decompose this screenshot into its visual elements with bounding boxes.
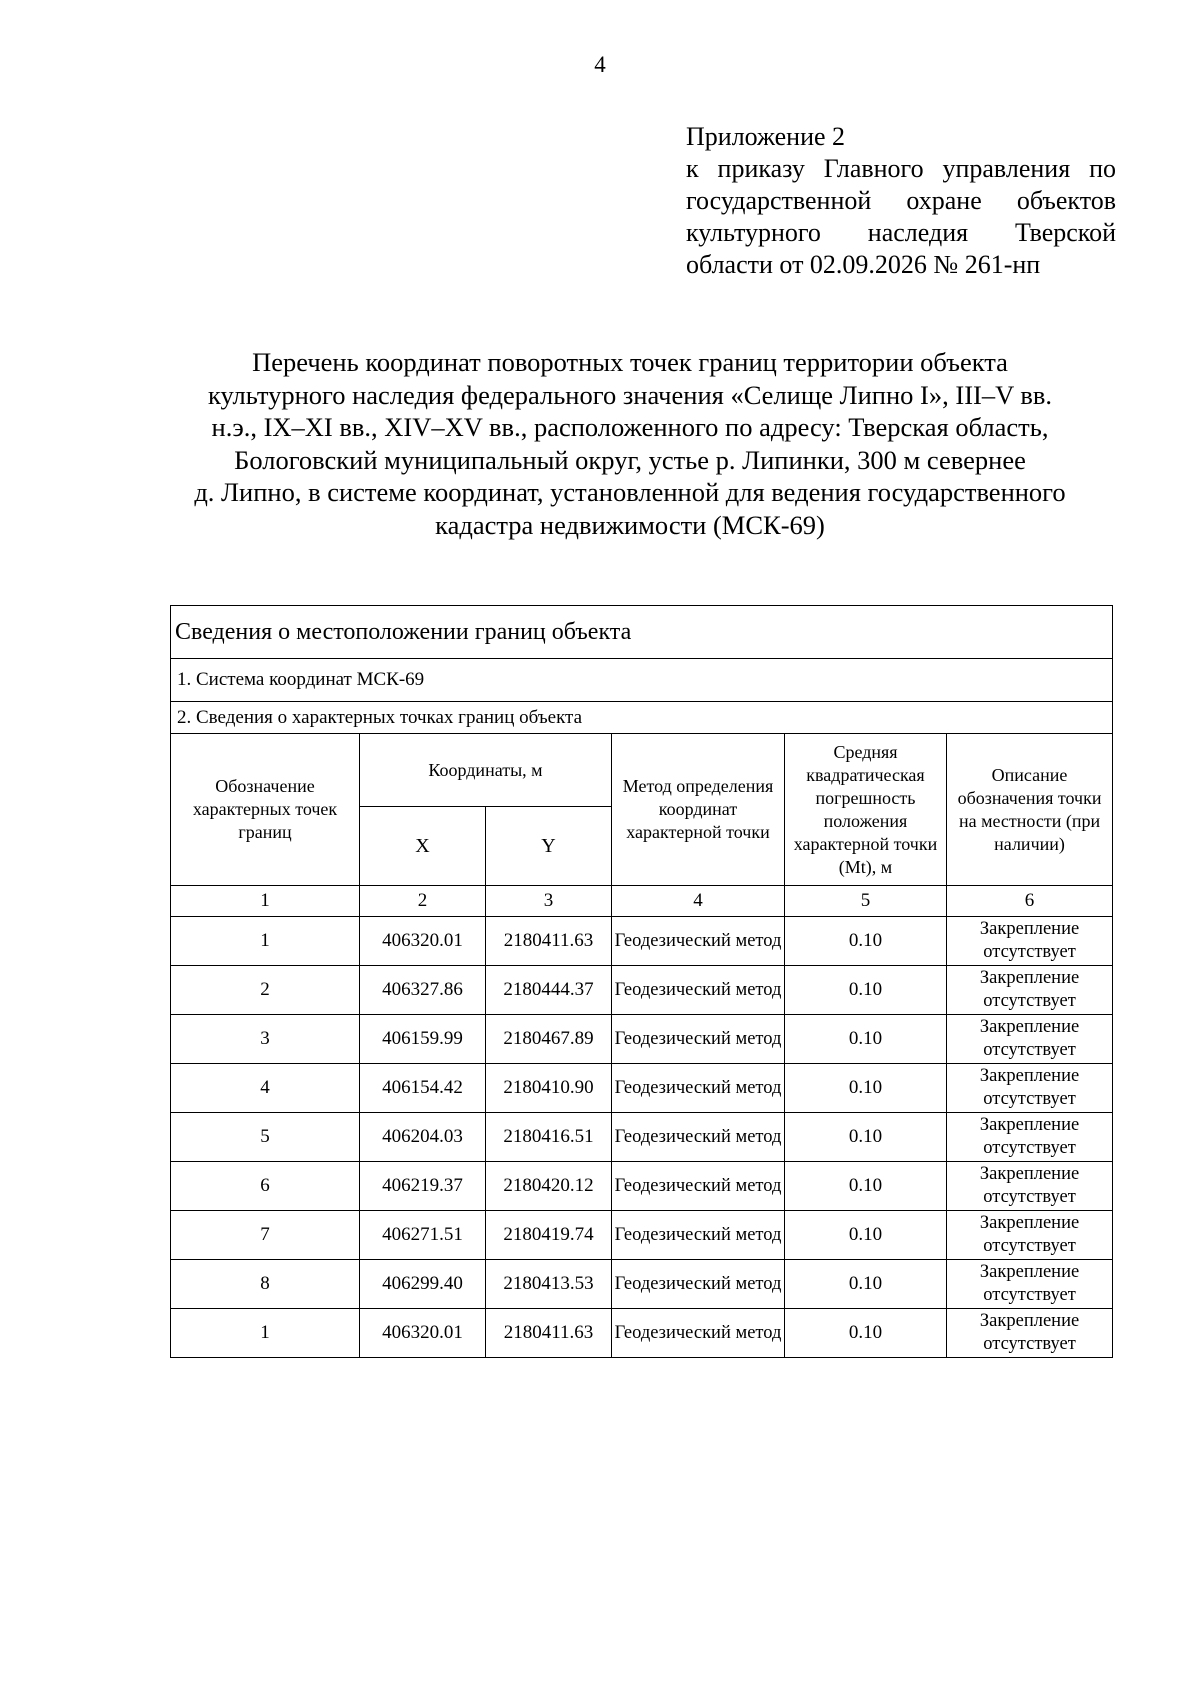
- point-number: 5: [171, 1113, 360, 1162]
- x-coordinate: 406271.51: [360, 1211, 486, 1260]
- title-line: Бологовский муниципальный округ, устье р. Липинки, 300 м севернее: [234, 444, 1026, 475]
- table-row: [171, 1015, 1113, 1064]
- point-number: 8: [171, 1260, 360, 1309]
- x-coordinate: 406159.99: [360, 1015, 486, 1064]
- point-number: 1: [171, 1309, 360, 1358]
- column-number: 2: [360, 886, 486, 917]
- y-coordinate: 2180411.63: [486, 1309, 612, 1358]
- table-row: [171, 966, 1113, 1015]
- mean-error: 0.10: [785, 1260, 947, 1309]
- title-line: н.э., IX–XI вв., XIV–XV вв., расположенного по адресу: Тверская область,: [211, 412, 1049, 442]
- table-row: [171, 917, 1113, 966]
- mean-error: 0.10: [785, 966, 947, 1015]
- appendix-line: Приложение 2: [686, 122, 846, 151]
- x-coordinate: 406327.86: [360, 966, 486, 1015]
- y-coordinate: 2180419.74: [486, 1211, 612, 1260]
- y-coordinate: 2180411.63: [486, 917, 612, 966]
- header-description: Описание обозначения точки на местности (при наличии): [947, 734, 1113, 886]
- appendix-block: [686, 121, 1116, 281]
- column-number: 6: [947, 886, 1113, 917]
- title-line: кадастра недвижимости (МСК-69): [435, 509, 825, 540]
- point-description: Закрепление отсутствует: [947, 1309, 1113, 1358]
- x-coordinate: 406204.03: [360, 1113, 486, 1162]
- method: Геодезический метод: [612, 917, 785, 966]
- x-coordinate: 406320.01: [360, 1309, 486, 1358]
- method: Геодезический метод: [612, 1309, 785, 1358]
- coordinate-system: 1. Система координат МСК-69: [171, 659, 1113, 702]
- x-coordinate: 406219.37: [360, 1162, 486, 1211]
- y-coordinate: 2180420.12: [486, 1162, 612, 1211]
- mean-error: 0.10: [785, 1309, 947, 1358]
- point-number: 4: [171, 1064, 360, 1113]
- mean-error: 0.10: [785, 1064, 947, 1113]
- header-y: Y: [486, 807, 612, 886]
- title-line: культурного наследия федерального значения «Селище Липно I», III–V вв.: [207, 379, 1053, 410]
- point-description: Закрепление отсутствует: [947, 1162, 1113, 1211]
- column-number: 3: [486, 886, 612, 917]
- point-number: 3: [171, 1015, 360, 1064]
- method: Геодезический метод: [612, 1015, 785, 1064]
- method: Геодезический метод: [612, 1064, 785, 1113]
- mean-error: 0.10: [785, 1015, 947, 1064]
- method: Геодезический метод: [612, 966, 785, 1015]
- mean-error: 0.10: [785, 917, 947, 966]
- appendix-line: государственной охране объектов: [686, 186, 1116, 215]
- appendix-line: области от 02.09.2026 № 261-нп: [686, 250, 1041, 279]
- title-line: Перечень координат поворотных точек границ территории объекта: [252, 347, 1008, 377]
- point-description: Закрепление отсутствует: [947, 917, 1113, 966]
- table-row: [171, 1162, 1113, 1211]
- table-row: [171, 1260, 1113, 1309]
- x-coordinate: 406320.01: [360, 917, 486, 966]
- y-coordinate: 2180410.90: [486, 1064, 612, 1113]
- y-coordinate: 2180444.37: [486, 966, 612, 1015]
- mean-error: 0.10: [785, 1162, 947, 1211]
- boundary-points-table: [170, 605, 1113, 1358]
- appendix-line: культурного наследия Тверской: [686, 218, 1116, 247]
- y-coordinate: 2180416.51: [486, 1113, 612, 1162]
- header-coordinates: Координаты, м: [360, 734, 612, 807]
- method: Геодезический метод: [612, 1162, 785, 1211]
- method: Геодезический метод: [612, 1113, 785, 1162]
- column-number: 1: [171, 886, 360, 917]
- y-coordinate: 2180413.53: [486, 1260, 612, 1309]
- point-number: 2: [171, 966, 360, 1015]
- header-x: X: [360, 807, 486, 886]
- header-error: Средняя квадратическая погрешность положения характерной точки (Mt), м: [785, 734, 947, 886]
- title-line: д. Липно, в системе координат, установленной для ведения государственного: [194, 477, 1066, 507]
- header-designation: Обозначение характерных точек границ: [171, 734, 360, 886]
- table-row: [171, 1113, 1113, 1162]
- y-coordinate: 2180467.89: [486, 1015, 612, 1064]
- points-section-title: 2. Сведения о характерных точках границ объекта: [171, 702, 1113, 734]
- point-description: Закрепление отсутствует: [947, 1260, 1113, 1309]
- appendix-line: к приказу Главного управления по: [686, 154, 1116, 183]
- table-row: [171, 1309, 1113, 1358]
- header-method: Метод определения координат характерной точки: [612, 734, 785, 886]
- point-number: 1: [171, 917, 360, 966]
- table-row: [171, 1211, 1113, 1260]
- point-description: Закрепление отсутствует: [947, 966, 1113, 1015]
- method: Геодезический метод: [612, 1211, 785, 1260]
- table-row: [171, 1064, 1113, 1113]
- page-number: 4: [594, 52, 606, 77]
- document-title: [150, 346, 1110, 541]
- mean-error: 0.10: [785, 1211, 947, 1260]
- section-title: Сведения о местоположении границ объекта: [171, 606, 1113, 659]
- point-description: Закрепление отсутствует: [947, 1113, 1113, 1162]
- point-number: 6: [171, 1162, 360, 1211]
- x-coordinate: 406154.42: [360, 1064, 486, 1113]
- point-description: Закрепление отсутствует: [947, 1211, 1113, 1260]
- point-description: Закрепление отсутствует: [947, 1015, 1113, 1064]
- point-number: 7: [171, 1211, 360, 1260]
- mean-error: 0.10: [785, 1113, 947, 1162]
- method: Геодезический метод: [612, 1260, 785, 1309]
- column-number: 4: [612, 886, 785, 917]
- x-coordinate: 406299.40: [360, 1260, 486, 1309]
- column-number: 5: [785, 886, 947, 917]
- point-description: Закрепление отсутствует: [947, 1064, 1113, 1113]
